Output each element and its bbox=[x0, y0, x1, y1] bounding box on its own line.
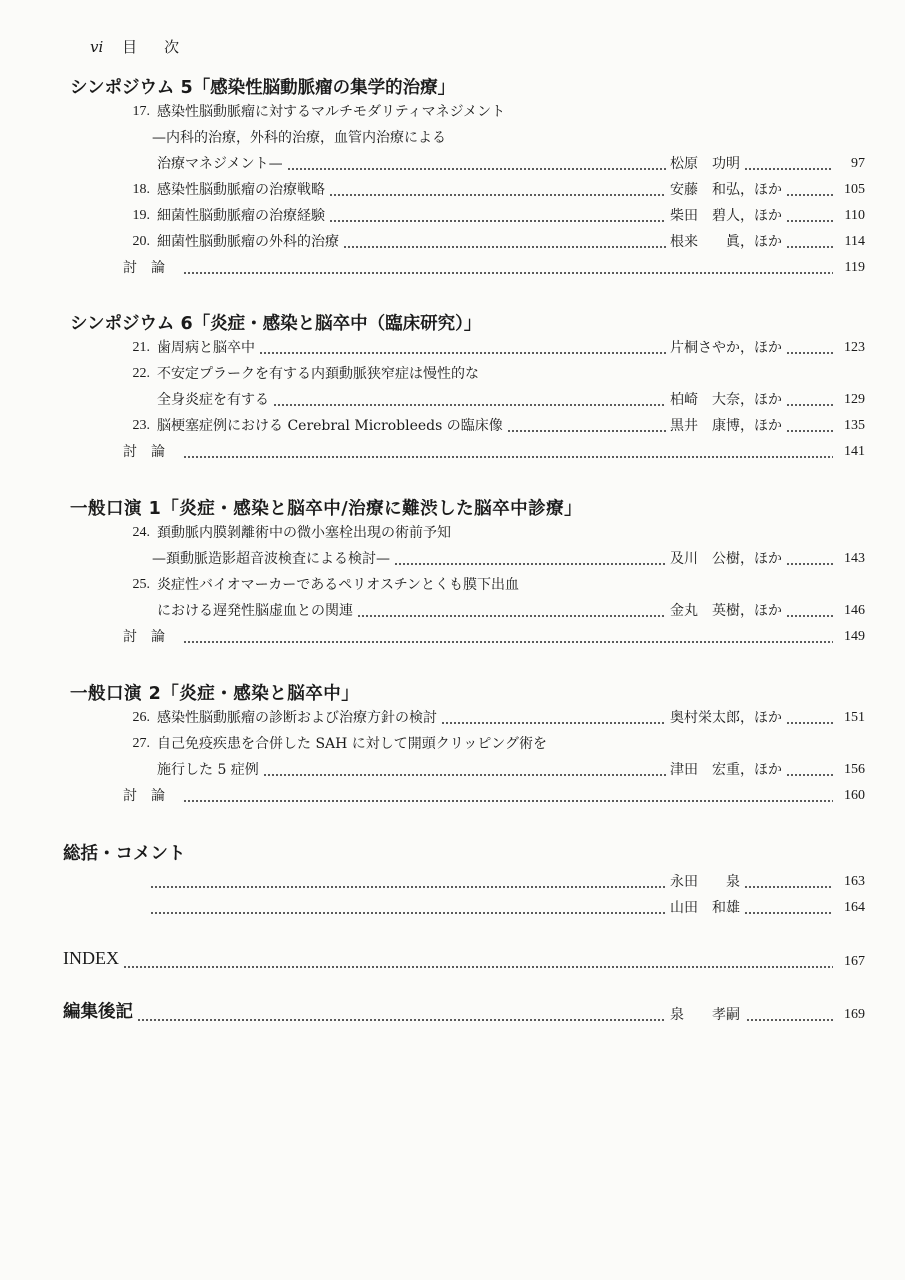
entry-author: 柏崎 大奈，ほか bbox=[670, 388, 784, 412]
dot-leader bbox=[786, 774, 833, 776]
entry-page-number: 143 bbox=[833, 547, 865, 571]
toc-entry-line[interactable] bbox=[0, 362, 905, 386]
dot-leader bbox=[183, 800, 833, 802]
dot-leader bbox=[746, 1019, 833, 1021]
entry-page-number: 149 bbox=[833, 625, 865, 649]
entry-page-number: 129 bbox=[833, 388, 865, 412]
dot-leader bbox=[786, 563, 833, 565]
entry-author: 泉 孝嗣 bbox=[670, 1003, 742, 1027]
entry-title: 治療マネジメント— bbox=[157, 156, 283, 172]
dot-leader bbox=[744, 886, 833, 888]
dot-leader bbox=[786, 430, 833, 432]
dot-leader bbox=[183, 456, 833, 458]
entry-page-number: 135 bbox=[833, 414, 865, 438]
dot-leader bbox=[786, 194, 833, 196]
section-title: シンポジウム 6「炎症・感染と脳卒中（臨床研究）」 bbox=[70, 314, 482, 334]
entry-page-number: 169 bbox=[833, 1003, 865, 1027]
entry-title: 歯周病と脳卒中 bbox=[157, 340, 255, 356]
dot-leader bbox=[263, 774, 666, 776]
entry-number: 24. bbox=[132, 525, 150, 540]
entry-title: 施行した 5 症例 bbox=[157, 762, 259, 778]
dot-leader bbox=[394, 563, 666, 565]
dot-leader bbox=[786, 404, 833, 406]
entry-author: 松原 功明 bbox=[670, 152, 742, 176]
entry-number: 20. bbox=[132, 234, 150, 249]
dot-leader bbox=[329, 220, 666, 222]
entry-title: —頚動脈造影超音波検査による検討— bbox=[152, 551, 390, 567]
toc-entry-line[interactable] bbox=[0, 336, 905, 360]
summary-entry[interactable] bbox=[0, 870, 905, 894]
toc-entry-line[interactable] bbox=[0, 706, 905, 730]
toc-entry-line[interactable] bbox=[0, 230, 905, 254]
dot-leader bbox=[329, 194, 666, 196]
entry-page-number: 123 bbox=[833, 336, 865, 360]
dot-leader bbox=[150, 912, 666, 914]
entry-number: 27. bbox=[132, 736, 150, 751]
entry-page-number: 151 bbox=[833, 706, 865, 730]
entry-author: 奥村栄太郎，ほか bbox=[670, 706, 784, 730]
dot-leader bbox=[786, 615, 833, 617]
toc-entry-line[interactable] bbox=[0, 388, 905, 412]
entry-number: 22. bbox=[132, 366, 150, 381]
entry-title: 全身炎症を有する bbox=[157, 392, 269, 408]
entry-number: 21. bbox=[132, 340, 150, 355]
running-head-label: 目 次 bbox=[122, 38, 186, 56]
dot-leader bbox=[786, 246, 833, 248]
entry-title: における遅発性脳虚血との関連 bbox=[157, 603, 353, 619]
section-title: シンポジウム 5「感染性脳動脈瘤の集学的治療」 bbox=[70, 78, 456, 98]
dot-leader bbox=[744, 912, 833, 914]
dot-leader bbox=[357, 615, 666, 617]
entry-title: 細菌性脳動脈瘤の治療経験 bbox=[157, 208, 325, 224]
entry-author: 黒井 康博，ほか bbox=[670, 414, 784, 438]
entry-title: 炎症性バイオマーカーであるペリオスチンとくも膜下出血 bbox=[157, 577, 520, 593]
entry-page-number: 97 bbox=[833, 152, 865, 176]
postscript-title: 編集後記 bbox=[63, 1002, 133, 1022]
entry-page-number: 119 bbox=[833, 256, 865, 280]
entry-number: 26. bbox=[132, 710, 150, 725]
running-head-page: vi bbox=[90, 38, 104, 56]
entry-page-number: 110 bbox=[833, 204, 865, 228]
dot-leader bbox=[287, 168, 666, 170]
entry-author: 津田 宏重，ほか bbox=[670, 758, 784, 782]
entry-title: 感染性脳動脈瘤の治療戦略 bbox=[157, 182, 325, 198]
index-title: INDEX bbox=[63, 948, 119, 968]
entry-author: 根来 眞，ほか bbox=[670, 230, 784, 254]
entry-author: 及川 公樹，ほか bbox=[670, 547, 784, 571]
entry-number: 25. bbox=[132, 577, 150, 592]
entry-author: 柴田 碧人，ほか bbox=[670, 204, 784, 228]
dot-leader bbox=[273, 404, 666, 406]
discussion-entry[interactable] bbox=[0, 625, 905, 649]
dot-leader bbox=[259, 352, 666, 354]
entry-title: 細菌性脳動脈瘤の外科的治療 bbox=[157, 234, 339, 250]
entry-title: 不安定プラークを有する内頚動脈狭窄症は慢性的な bbox=[157, 366, 479, 382]
dot-leader bbox=[123, 966, 833, 968]
entry-author: 片桐さやか，ほか bbox=[670, 336, 784, 360]
entry-title: 自己免疫疾患を合併した SAH に対して開頭クリッピング術を bbox=[157, 736, 547, 752]
dot-leader bbox=[786, 220, 833, 222]
toc-entry-line[interactable] bbox=[0, 732, 905, 756]
toc-entry-line[interactable] bbox=[0, 599, 905, 623]
entry-page-number: 167 bbox=[833, 950, 865, 974]
entry-page-number: 163 bbox=[833, 870, 865, 894]
discussion-entry[interactable] bbox=[0, 784, 905, 808]
entry-title: 感染性脳動脈瘤の診断および治療方針の検討 bbox=[157, 710, 437, 726]
entry-page-number: 156 bbox=[833, 758, 865, 782]
entry-title: 討論 bbox=[123, 444, 179, 460]
dot-leader bbox=[786, 722, 833, 724]
entry-number: 18. bbox=[132, 182, 150, 197]
entry-page-number: 114 bbox=[833, 230, 865, 254]
entry-title: 討論 bbox=[123, 788, 179, 804]
entry-title: 感染性脳動脈瘤に対するマルチモダリティマネジメント bbox=[157, 104, 506, 120]
entry-title: 討論 bbox=[123, 260, 179, 276]
entry-page-number: 105 bbox=[833, 178, 865, 202]
toc-entry-line[interactable] bbox=[0, 126, 905, 150]
dot-leader bbox=[183, 272, 833, 274]
summary-title: 総括・コメント bbox=[63, 844, 186, 864]
toc-entry-line[interactable] bbox=[0, 573, 905, 597]
dot-leader bbox=[744, 168, 833, 170]
dot-leader bbox=[343, 246, 666, 248]
toc-entry-line[interactable] bbox=[0, 547, 905, 571]
discussion-entry[interactable] bbox=[0, 256, 905, 280]
toc-entry-line[interactable] bbox=[0, 758, 905, 782]
entry-title: 脳梗塞症例における Cerebral Microbleeds の臨床像 bbox=[157, 418, 503, 434]
dot-leader bbox=[441, 722, 666, 724]
dot-leader bbox=[150, 886, 666, 888]
summary-entry[interactable] bbox=[0, 896, 905, 920]
index-entry[interactable] bbox=[0, 950, 905, 974]
running-head bbox=[90, 36, 185, 57]
entry-author: 安藤 和弘，ほか bbox=[670, 178, 784, 202]
postscript-entry[interactable] bbox=[0, 1003, 905, 1027]
entry-author: 永田 泉 bbox=[670, 870, 742, 894]
toc-entry-line[interactable] bbox=[0, 204, 905, 228]
entry-number: 17. bbox=[132, 104, 150, 119]
entry-page-number: 164 bbox=[833, 896, 865, 920]
section-title: 一般口演 2「炎症・感染と脳卒中」 bbox=[70, 684, 360, 704]
toc-entry-line[interactable] bbox=[0, 521, 905, 545]
toc-entry-line[interactable] bbox=[0, 100, 905, 124]
entry-page-number: 141 bbox=[833, 440, 865, 464]
dot-leader bbox=[183, 641, 833, 643]
discussion-entry[interactable] bbox=[0, 440, 905, 464]
toc-entry-line[interactable] bbox=[0, 178, 905, 202]
entry-author: 山田 和雄 bbox=[670, 896, 742, 920]
dot-leader bbox=[507, 430, 666, 432]
entry-title: 頚動脈内膜剝離術中の微小塞栓出現の術前予知 bbox=[157, 525, 451, 541]
entry-author: 金丸 英樹，ほか bbox=[670, 599, 784, 623]
entry-page-number: 160 bbox=[833, 784, 865, 808]
entry-page-number: 146 bbox=[833, 599, 865, 623]
dot-leader bbox=[786, 352, 833, 354]
entry-number: 19. bbox=[132, 208, 150, 223]
section-title: 一般口演 1「炎症・感染と脳卒中/治療に難渋した脳卒中診療」 bbox=[70, 499, 583, 519]
entry-number: 23. bbox=[132, 418, 150, 433]
entry-title: 討論 bbox=[123, 629, 179, 645]
dot-leader bbox=[137, 1019, 666, 1021]
toc-entry-line[interactable] bbox=[0, 414, 905, 438]
entry-title: —内科的治療，外科的治療，血管内治療による bbox=[152, 130, 446, 146]
toc-entry-line[interactable] bbox=[0, 152, 905, 176]
